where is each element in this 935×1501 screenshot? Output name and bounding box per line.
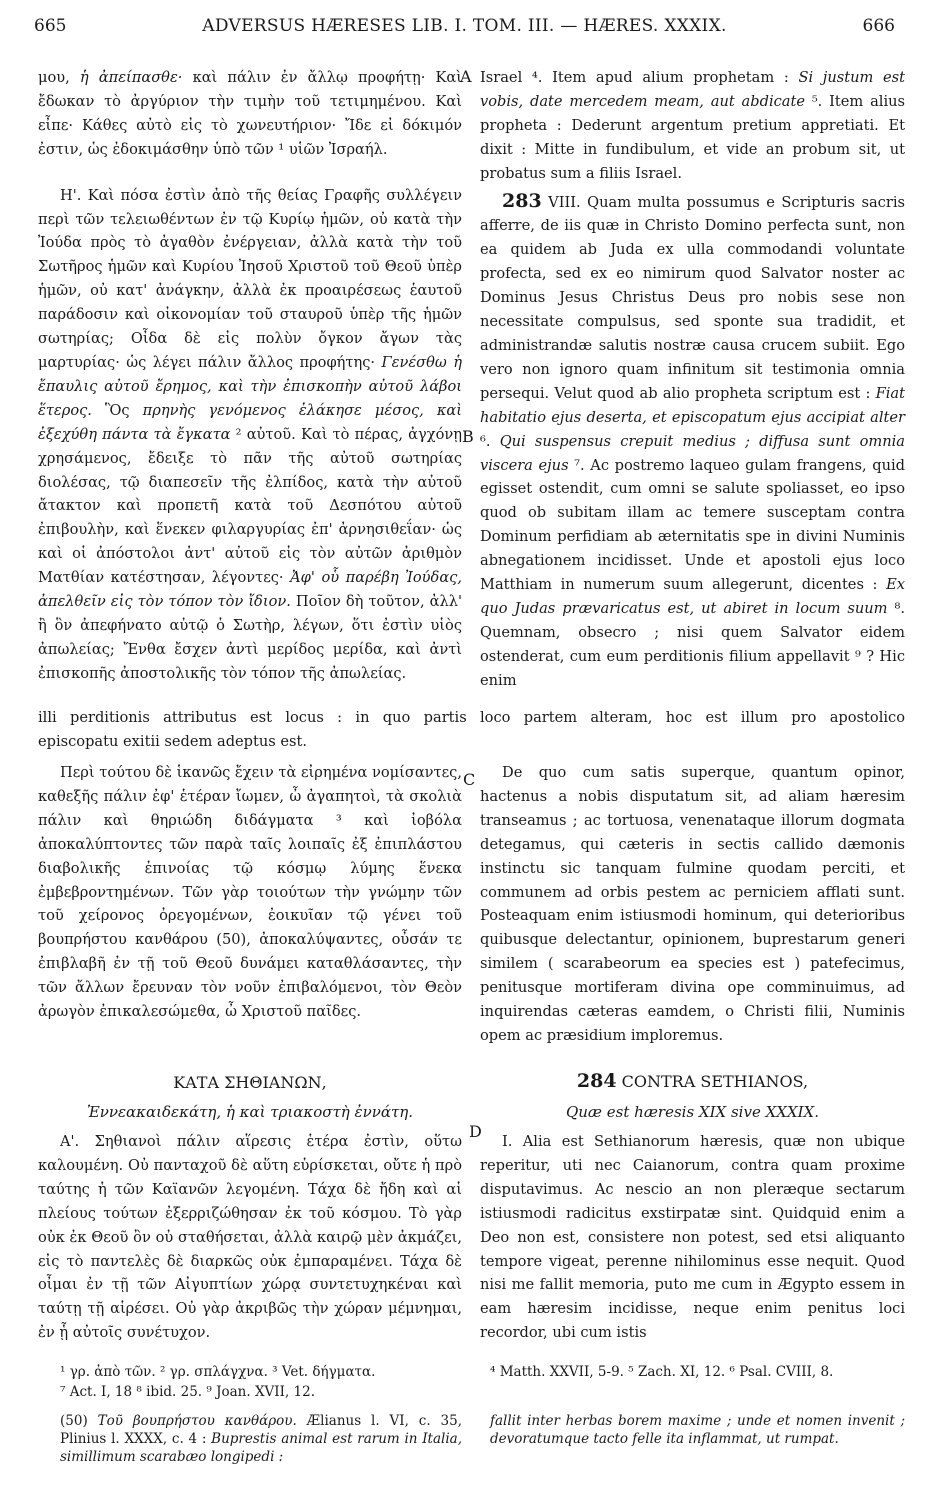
greek-quote: Γενέσθω ἡ ἔπαυλις αὐτοῦ ἔρημος, καὶ τὴν ἐπισκοπὴν αὐτοῦ λάβοι ἕτερος. bbox=[38, 353, 462, 419]
greek-text: ἐστιν, ὡς ἐδοκιμάσθην ὑπὸ τῶν ¹ υἱῶν Ἰσραήλ. bbox=[38, 140, 388, 158]
greek-text: Η'. Καὶ πόσα ἐστὶν ἀπὸ τῆς θείας Γραφῆς συλλέγειν περὶ τῶν τελειωθέντων ἐν τῷ Κυρίῳ ἡμῶν, οὐ κατὰ τὴν Ἰούδα πρὸς τὸ ἀγαθὸν ἐνέργειαν, ἀλλὰ κατὰ τὴν τοῦ Σωτῆρος ἡμῶν καὶ Κυρίου Ἰησοῦ Χριστοῦ τοῦ Θεοῦ ὑπὲρ ἡμῶν, οὐ κατ' ἀνάγκην, ἀλλὰ ἐκ προαιρέσεως ἑαυτοῦ παράδοσιν καὶ οἰκονομίαν τοῦ σταυροῦ ὑπὲρ τῆς ἡμῶν σωτηρίας; Οἶδα δὲ εἰς πολὺν ὄγκον ἄγων τὰς μαρτυρίας· ὡς λέγει πάλιν ἄλλος προφήτης· bbox=[38, 186, 462, 371]
latin-text: Israel ⁴. Item apud alium prophetam : bbox=[480, 69, 799, 86]
column-number: 283 bbox=[502, 189, 542, 212]
greek-footnote-line-2: ⁷ Act. I, 18 ⁸ ibid. 25. ⁹ Joan. XVII, 12. bbox=[60, 1384, 316, 1400]
greek-section-title: ΚΑΤΑ ΣΗΘΙΑΝΩΝ, bbox=[173, 1073, 327, 1092]
greek-text: ἔδωκαν τὸ ἀργύριον τὴν τιμὴν τοῦ τετιμημένου. Καὶ bbox=[38, 92, 462, 110]
margin-letter-a: A bbox=[460, 67, 472, 86]
latin-text: ⁵. Item alius propheta : Dederunt argentum pretium appretiati. Et dixit : Mitte in fundibulum, et vide an probum sit, ut probatus sum a filiis Israel. bbox=[480, 92, 906, 182]
latin-title-text: CONTRA SETHIANOS, bbox=[616, 1072, 809, 1091]
latin-quote: Ex quo Judas prævaricatus est, ut abiret in locum suum bbox=[480, 576, 905, 617]
latin-quote: Si justum est vobis, date mercedem meam, aut abdicate bbox=[480, 69, 905, 110]
latin-text: VIII. Quam multa possumus e Scripturis sacris afferre, de iis quæ in Christo Domino perfecta sunt, non ea quidem ab Juda ex ulla commodandi voluntate profecta, sed ex eo nimirum quod Salvator noster ac Dominus Jesus Christus Deus pro nobis sese non necessitate compulsus, sed sponte sua tradidit, et administrandæ salutis nostræ causa crucem subiit. Ego vero non ignoro quam infinitum sit testimonia omnia persequi. Velut quod ab alio propheta scriptum est : bbox=[480, 193, 905, 402]
greek-paragraph-4: Α'. Σηθιανοὶ πάλιν αἵρεσις ἑτέρα ἐστὶν, οὕτω καλουμένη. Οὐ πανταχοῦ δὲ αὕτη εὑρίσκεται, οὔτε ἡ πρὸ ταύτης ἡ τῶν Καϊανῶν λεγομένη. Τάχα δὲ ἤδη καὶ αἱ πλείους τούτων ἐξερριζώθησαν ἐκ τοῦ κόσμου. Τὸ γὰρ οὐκ ἐκ Θεοῦ ὂν οὐ σταθήσεται, ἀλλὰ καιρῷ μὲν ἀκμάζει, εἰς τὸ παντελὲς δὲ διαρκῶς οὐκ ἐμπαραμένει. Τάχα δὲ οἶμαι ἐν τῇ τῶν Αἰγυπτίων χώρᾳ συντετυχηκέναι καὶ ταύτῃ τῇ αἱρέσει. Οὐ γὰρ ἀκριβῶς τὴν χώραν μέμνημαι, ἐν ᾗ αὐτοῖς συνέτυχον. bbox=[38, 1133, 462, 1342]
column-number: 284 bbox=[576, 1070, 617, 1092]
greek-column-bottom bbox=[38, 1130, 462, 1345]
running-title: ADVERSUS HÆRESES LIB. I. TOM. III. — HÆRES. XXXIX. bbox=[202, 16, 727, 36]
greek-text: μου, bbox=[38, 69, 80, 86]
latin-paragraph-2 bbox=[480, 190, 905, 693]
note-lemma: Τοῦ βουπρήστου κανθάρου. bbox=[97, 1413, 297, 1429]
latin-column-bottom bbox=[480, 1130, 905, 1345]
greek-paragraph-2 bbox=[38, 184, 462, 686]
greek-column-middle bbox=[38, 761, 462, 1024]
latin-paragraph-3: De quo cum satis superque, quantum opinor, hactenus a nobis disputatum sit, ad aliam hæresim transeamus ; ac tortuosa, venenataque illorum dogmata detegamus, qui cæteris in sectis callido dæmonis instinctu sic tanquam fulmine quodam perciti, et communem ad orbis pestem ac perniciem afflati sunt. Posteaquam enim istiusmodi hominum, qui deterioribus quibusque delectantur, opinionem, buprestarum generi similem ( scarabeorum ea species est ) patefecimus, penitusque mortiferam divina ope comminuimus, ad inquirendas cæteras eamdem, o Christi filii, Numinis opem ac præsidium imploremus. bbox=[480, 764, 905, 1044]
greek-footnote-line-1: ¹ γρ. ἀπὸ τῶν. ² γρ. σπλάγχνα. ³ Vet. δήγματα. bbox=[60, 1364, 376, 1380]
latin-text: ⁶. bbox=[480, 432, 500, 450]
latin-text: ⁷. Ac postremo laqueo gulam frangens, quid egisset ostendit, cum omni se salute spoliasset, eo ipso quod ob subitam illam ac temere susceptam contra Dominum perfidiam ab æternitatis spe in divini Numinis abnegationem incidisset. Unde et apostoli ejus loco Matthiam in numerum suum allegerunt, dicentes : bbox=[480, 456, 906, 594]
full-width-latin-line bbox=[38, 706, 905, 754]
greek-column-top bbox=[38, 66, 462, 686]
greek-text: καὶ πάλιν ἐν ἄλλῳ προφήτῃ· Καὶ bbox=[182, 69, 462, 86]
greek-section-subtitle: Ἐννεακαιδεκάτη, ἡ καὶ τριακοστὴ ἐννάτη. bbox=[86, 1103, 414, 1121]
note-text: Ælianus l. VI, c. 35, Plinius l. XXXX, c. 4 : bbox=[60, 1413, 462, 1447]
latin-quote: Qui suspensus crepuit medius ; diffusa sunt omnia viscera ejus bbox=[480, 432, 905, 474]
latin-text: ⁸. Quemnam, obsecro ; nisi quem Salvator eidem ostenderat, cum eum perditionis filium appellavit ⁹ ? Hic enim bbox=[480, 599, 905, 689]
page-number-right: 666 bbox=[862, 16, 895, 36]
greek-quote: ἡ ἀπείπασθε· bbox=[79, 69, 183, 86]
latin-quote: Fiat habitatio ejus deserta, et episcopatum ejus accipiat alter bbox=[480, 384, 905, 426]
editorial-note-50 bbox=[60, 1412, 462, 1466]
latin-footnote-line-1: ⁴ Matth. XXVII, 5-9. ⁵ Zach. XI, 12. ⁶ Psal. CVIII, 8. bbox=[490, 1364, 834, 1380]
greek-text: Ποῖον δὴ τοῦτον, ἀλλ' ἢ ὃν ἀπεφήνατο αὐτῷ ὁ Σωτὴρ, λέγων, ὅτι ἐστὶν υἱὸς ἀπωλείας; Ἔνθα ἔσχεν ἀντὶ μερίδος μερίδα, καὶ ἀντὶ ἐπισκοπῆς ἀποστολικῆς τὸν τόπον τῆς ἀπωλείας. bbox=[38, 593, 463, 682]
latin-column-middle bbox=[480, 761, 905, 1048]
latin-section-subtitle: Quæ est hæresis XIX sive XXXIX. bbox=[565, 1103, 820, 1121]
page-number-left: 665 bbox=[34, 16, 67, 36]
latin-column-top bbox=[480, 66, 905, 693]
greek-quote: πρηνὴς γενόμενος ἐλάκησε μέσος, καὶ ἐξεχύθη πάντα τὰ ἔγκατα bbox=[38, 401, 462, 443]
greek-text: εἶπε· Κάθες αὐτὸ εἰς τὸ χωνευτήριον· Ἴδε εἰ δόκιμόν bbox=[38, 116, 462, 134]
margin-letter-c: C bbox=[463, 770, 476, 789]
greek-quote: Ἀφ' οὗ παρέβη Ἰούδας, ἀπελθεῖν εἰς τὸν τόπον τὸν ἴδιον. bbox=[38, 569, 462, 611]
latin-paragraph-4: I. Alia est Sethianorum hæresis, quæ non ubique reperitur, uti nec Caianorum, contra quam proxime disputavimus. Ac nescio an non pleræque sectarum istiusmodi radicitus exstirpatæ sint. Quidquid enim a Deo non est, consistere non potest, sed etsi aliquanto tempore vigeat, perenne nihilominus esse nequit. Quod nisi me fallit memoria, puto me cum in Ægypto essem in eam hæresim incidisse, neque enim penitus loci recordor, ubi cum istis bbox=[480, 1133, 905, 1342]
latin-paragraph-1 bbox=[480, 66, 905, 186]
editorial-note-50-continued: fallit inter herbas borem maxime ; unde et nomen invenit ; devoratumque tacto felle ita inflammat, ut rumpat. bbox=[490, 1413, 905, 1447]
margin-letter-b: B bbox=[462, 427, 474, 446]
margin-letter-d: D bbox=[469, 1122, 482, 1141]
note-quote: Buprestis animal est rarum in Italia, simillimum scarabæo longipedi : bbox=[60, 1431, 462, 1465]
greek-footnotes bbox=[60, 1362, 462, 1402]
running-header bbox=[34, 16, 895, 42]
full-width-line-1: illi perditionis attributus est locus : in quo partis loco partem alteram, hoc est illum pro apostolico bbox=[38, 709, 905, 726]
latin-footnotes bbox=[490, 1362, 905, 1382]
greek-paragraph-3: Περὶ τούτου δὲ ἱκανῶς ἔχειν τὰ εἰρημένα νομίσαντες, καθεξῆς πάλιν ἐφ' ἑτέραν ἴωμεν, ὦ ἀγαπητοὶ, τὰ σκολιὰ πάλιν καὶ θηριώδη διδάγματα ³ καὶ ἰοβόλα ἀποκαλύπτοντες τῶν παρὰ ταῖς λοιπαῖς ἐξ ἐπιπλάστου διαβολικῆς ἐπινοίας τῷ κόσμῳ λύμης ἕνεκα ἐμβεβροντημένων. Τῶν γὰρ τοιούτων τὴν γνώμην τῶν τοῦ χείρονος ὀρεγομένων, ἐοικυῖαν τῷ γένει τοῦ βουπρήστου κανθάρου (50), ἀποκαλύψαντες, οὖσάν τε ἐπιβλαβῆ ἐν τῇ τοῦ Θεοῦ δυνάμει καταθλάσαντες, τὴν τῶν ἄλλων ἔρευναν τὸν νοῦν ἐπιβαλόμενοι, τὸν Θεὸν ἀρωγὸν ἐπικαλεσώμεθα, ὦ Χριστοῦ παῖδες. bbox=[38, 764, 462, 1021]
greek-text: Ὃς bbox=[91, 401, 143, 419]
greek-text: ² αὐτοῦ. Καὶ τὸ πέρας, ἀγχόνῃ χρησάμενος, ἔδειξε τὸ πᾶν τῆς αὐτοῦ σωτηρίας διολέσας, τῷ διαπεσεῖν τῆς ἐλπίδος, κατὰ τὴν αὐτοῦ ἄτακτον καὶ προπετῆ κατὰ τοῦ Δεσπότου αὐτοῦ ἐπιβουλὴν, καὶ ἕνεκεν φιλαργυρίας ἐπ' ἀρνησιθεΐαν· ὡς καὶ οἱ ἀπόστολοι ἀντ' αὐτοῦ εἰς τὸν αὐτῶν ἀριθμὸν Ματθίαν κατέστησαν, λέγοντες· bbox=[38, 425, 462, 587]
full-width-line-2: episcopatu exitii sedem adeptus est. bbox=[38, 732, 308, 750]
note-number: (50) bbox=[60, 1413, 98, 1429]
greek-paragraph-1 bbox=[38, 66, 462, 162]
latin-section-title bbox=[480, 1070, 905, 1092]
